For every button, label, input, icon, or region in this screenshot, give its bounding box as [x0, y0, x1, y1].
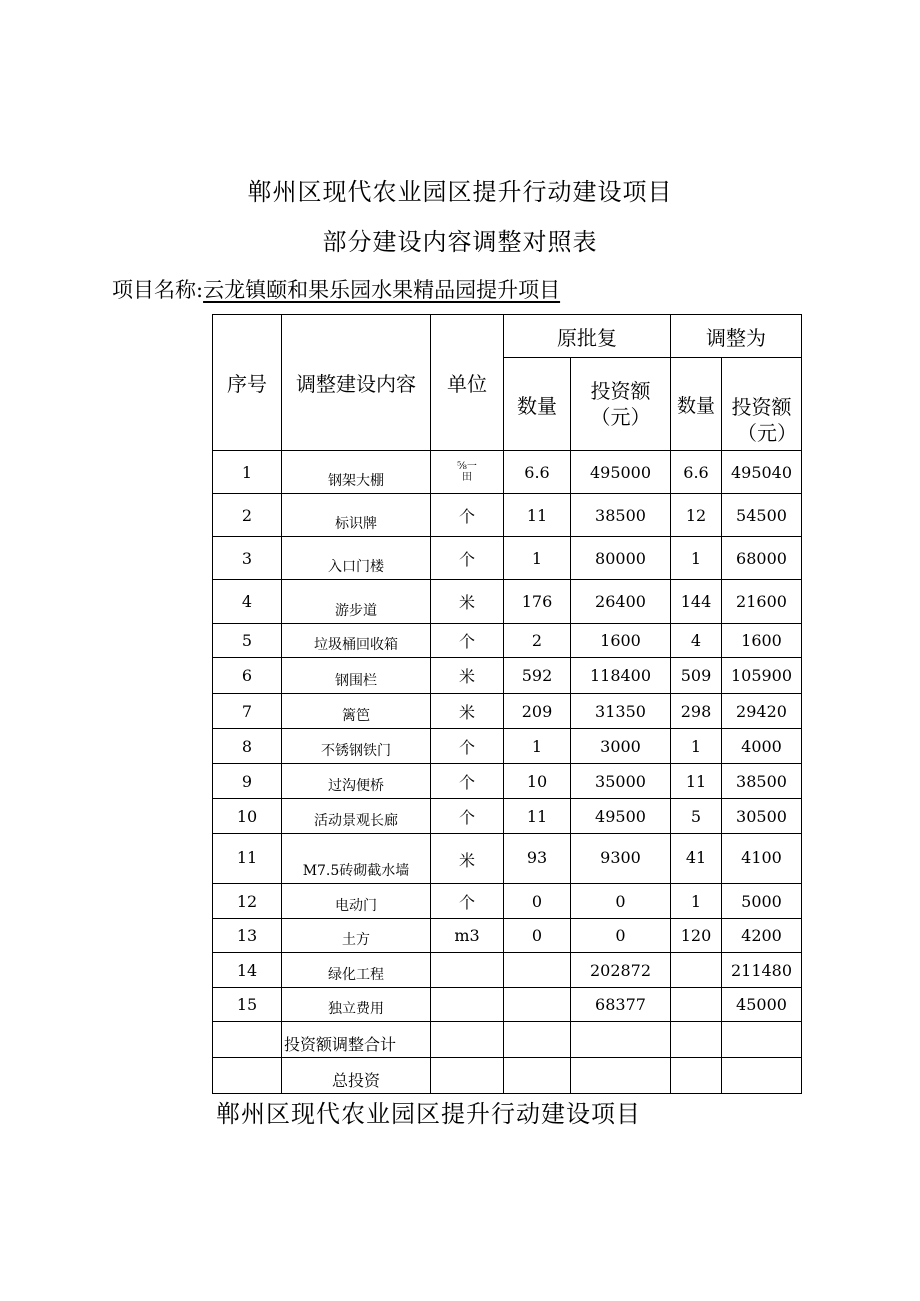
row-unit: 个: [431, 537, 504, 580]
row-total-investment-cell: [722, 1058, 802, 1094]
row-adjusted-invest: 29420: [722, 694, 802, 729]
table-row: [213, 451, 802, 494]
header-invest-line1: 投资额: [590, 379, 651, 403]
row-seq: 5: [213, 624, 282, 658]
table-row: [213, 1058, 802, 1094]
header-invest-line2: （元）: [590, 405, 651, 429]
table-row: [213, 953, 802, 988]
row-item: 垃圾桶回收箱: [282, 624, 431, 658]
row-original-invest: 202872: [571, 953, 671, 988]
row-adjusted-qty: 120: [671, 919, 722, 953]
row-seq: 9: [213, 764, 282, 799]
header-content: 调整建设内容: [282, 315, 431, 451]
row-seq: 15: [213, 988, 282, 1022]
row-seq: 2: [213, 494, 282, 537]
row-original-qty: 6.6: [504, 451, 571, 494]
row-unit: 米: [431, 694, 504, 729]
row-adjusted-qty: 1: [671, 729, 722, 764]
table-row: [213, 764, 802, 799]
row-adjusted-qty: 6.6: [671, 451, 722, 494]
row-seq: 4: [213, 580, 282, 624]
row-adjusted-invest: 5000: [722, 884, 802, 919]
row-original-qty: 10: [504, 764, 571, 799]
row-total-investment-cell: [671, 1058, 722, 1094]
row-unit: m3: [431, 919, 504, 953]
row-item: 活动景观长廊: [282, 799, 431, 834]
row-adjusted-qty: 298: [671, 694, 722, 729]
row-seq: 13: [213, 919, 282, 953]
row-seq: 1: [213, 451, 282, 494]
row-item: 游步道: [282, 580, 431, 624]
project-name-value: 云龙镇颐和果乐园水果精品园提升项目: [203, 278, 561, 302]
row-seq: 7: [213, 694, 282, 729]
project-name-line: [112, 274, 560, 304]
row-adjusted-invest: 21600: [722, 580, 802, 624]
row-adjust-total-cell: [722, 1022, 802, 1058]
header-original-invest: [571, 358, 671, 451]
adjustment-comparison-table: [212, 314, 802, 1094]
row-total-investment-label: 总投资: [282, 1058, 431, 1094]
header-adjusted: 调整为: [671, 315, 802, 358]
row-original-invest: 0: [571, 884, 671, 919]
row-adjust-total-cell: [571, 1022, 671, 1058]
row-unit: [431, 953, 504, 988]
row-unit: 个: [431, 729, 504, 764]
header-adjusted-qty: 数量: [671, 358, 722, 451]
row-unit: 米: [431, 834, 504, 884]
row-total-investment-cell: [213, 1058, 282, 1094]
row-adjust-total-cell: [671, 1022, 722, 1058]
project-name-label: 项目名称:: [112, 278, 204, 302]
document-subtitle: 部分建设内容调整对照表: [322, 228, 598, 256]
row-item: 入口门楼: [282, 537, 431, 580]
header-adjusted-invest: [722, 358, 802, 451]
row-original-qty: 176: [504, 580, 571, 624]
row-original-invest: 3000: [571, 729, 671, 764]
row-adjusted-invest: 4100: [722, 834, 802, 884]
row-original-qty: 1: [504, 537, 571, 580]
row-adjusted-qty: 509: [671, 658, 722, 694]
row-original-invest: 495000: [571, 451, 671, 494]
row-original-qty: 2: [504, 624, 571, 658]
row-original-qty: 0: [504, 884, 571, 919]
row-seq: 6: [213, 658, 282, 694]
row-item: 钢架大棚: [282, 451, 431, 494]
row-seq: 14: [213, 953, 282, 988]
row-adjusted-qty: 1: [671, 884, 722, 919]
table-row: [213, 834, 802, 884]
row-original-invest: 1600: [571, 624, 671, 658]
row-original-invest: 31350: [571, 694, 671, 729]
table-row: [213, 694, 802, 729]
row-adjusted-qty: 41: [671, 834, 722, 884]
row-adjusted-qty: 11: [671, 764, 722, 799]
row-adjusted-invest: 54500: [722, 494, 802, 537]
table-row: [213, 658, 802, 694]
row-adjusted-qty: 4: [671, 624, 722, 658]
row-seq: 12: [213, 884, 282, 919]
row-seq: 11: [213, 834, 282, 884]
row-adjusted-invest: 495040: [722, 451, 802, 494]
row-unit: 个: [431, 799, 504, 834]
row-original-invest: 9300: [571, 834, 671, 884]
header-original-qty: 数量: [504, 358, 571, 451]
row-seq: 10: [213, 799, 282, 834]
row-total-investment-cell: [431, 1058, 504, 1094]
row-original-invest: 80000: [571, 537, 671, 580]
footer-title: 郸州区现代农业园区提升行动建设项目: [216, 1100, 641, 1128]
row-adjusted-invest: 4200: [722, 919, 802, 953]
header-invest-line2: （元）: [737, 421, 797, 445]
table-row: [213, 1022, 802, 1058]
row-total-investment-cell: [504, 1058, 571, 1094]
table-row: [213, 919, 802, 953]
row-adjust-total-cell: [213, 1022, 282, 1058]
row-original-invest: 26400: [571, 580, 671, 624]
header-invest-line1: 投资额: [731, 395, 792, 419]
row-original-qty: 11: [504, 494, 571, 537]
table-row: [213, 537, 802, 580]
row-original-invest: 35000: [571, 764, 671, 799]
row-original-qty: 0: [504, 919, 571, 953]
table-row: [213, 494, 802, 537]
row-unit: 个: [431, 764, 504, 799]
row-item: 土方: [282, 919, 431, 953]
row-unit: 个: [431, 624, 504, 658]
row-adjusted-invest: 1600: [722, 624, 802, 658]
row-adjusted-qty: 12: [671, 494, 722, 537]
table-row: [213, 884, 802, 919]
row-adjusted-invest: 211480: [722, 953, 802, 988]
row-original-qty: 1: [504, 729, 571, 764]
row-item: M7.5砖砌截水墙: [282, 834, 431, 884]
row-adjusted-qty: [671, 953, 722, 988]
row-adjusted-qty: 1: [671, 537, 722, 580]
row-item: 标识牌: [282, 494, 431, 537]
row-adjusted-qty: [671, 988, 722, 1022]
row-item: 独立费用: [282, 988, 431, 1022]
row-item: 钢围栏: [282, 658, 431, 694]
row-original-invest: 118400: [571, 658, 671, 694]
row-adjust-total-cell: [504, 1022, 571, 1058]
header-seq: 序号: [213, 315, 282, 451]
row-unit: 米: [431, 658, 504, 694]
row-adjusted-invest: 38500: [722, 764, 802, 799]
row-unit: 个: [431, 884, 504, 919]
header-original: 原批复: [504, 315, 671, 358]
table-row: [213, 624, 802, 658]
row-adjusted-qty: 5: [671, 799, 722, 834]
table-row: [213, 729, 802, 764]
row-adjust-total-cell: [431, 1022, 504, 1058]
row-original-qty: [504, 988, 571, 1022]
row-total-investment-cell: [571, 1058, 671, 1094]
row-adjusted-invest: 68000: [722, 537, 802, 580]
row-original-qty: 592: [504, 658, 571, 694]
row-original-invest: 49500: [571, 799, 671, 834]
row-unit: [431, 988, 504, 1022]
row-item: 篱笆: [282, 694, 431, 729]
row-original-invest: 38500: [571, 494, 671, 537]
row-seq: 8: [213, 729, 282, 764]
row-adjust-total-label: 投资额调整合计: [282, 1022, 431, 1058]
document-title: 郸州区现代农业园区提升行动建设项目: [247, 178, 673, 206]
row-original-qty: 11: [504, 799, 571, 834]
row-original-invest: 68377: [571, 988, 671, 1022]
header-unit: 单位: [431, 315, 504, 451]
row-original-qty: 209: [504, 694, 571, 729]
table-row: [213, 580, 802, 624]
row-item: 绿化工程: [282, 953, 431, 988]
row-original-invest: 0: [571, 919, 671, 953]
row-adjusted-invest: 4000: [722, 729, 802, 764]
table-row: [213, 799, 802, 834]
row-unit: 个: [431, 494, 504, 537]
row-adjusted-invest: 45000: [722, 988, 802, 1022]
row-item: 不锈钢铁门: [282, 729, 431, 764]
row-unit: ⅝一 田: [431, 451, 504, 494]
table-row: [213, 988, 802, 1022]
row-original-qty: [504, 953, 571, 988]
row-original-qty: 93: [504, 834, 571, 884]
row-item: 电动门: [282, 884, 431, 919]
row-item: 过沟便桥: [282, 764, 431, 799]
row-adjusted-invest: 105900: [722, 658, 802, 694]
row-adjusted-qty: 144: [671, 580, 722, 624]
row-adjusted-invest: 30500: [722, 799, 802, 834]
row-unit: 米: [431, 580, 504, 624]
row-seq: 3: [213, 537, 282, 580]
